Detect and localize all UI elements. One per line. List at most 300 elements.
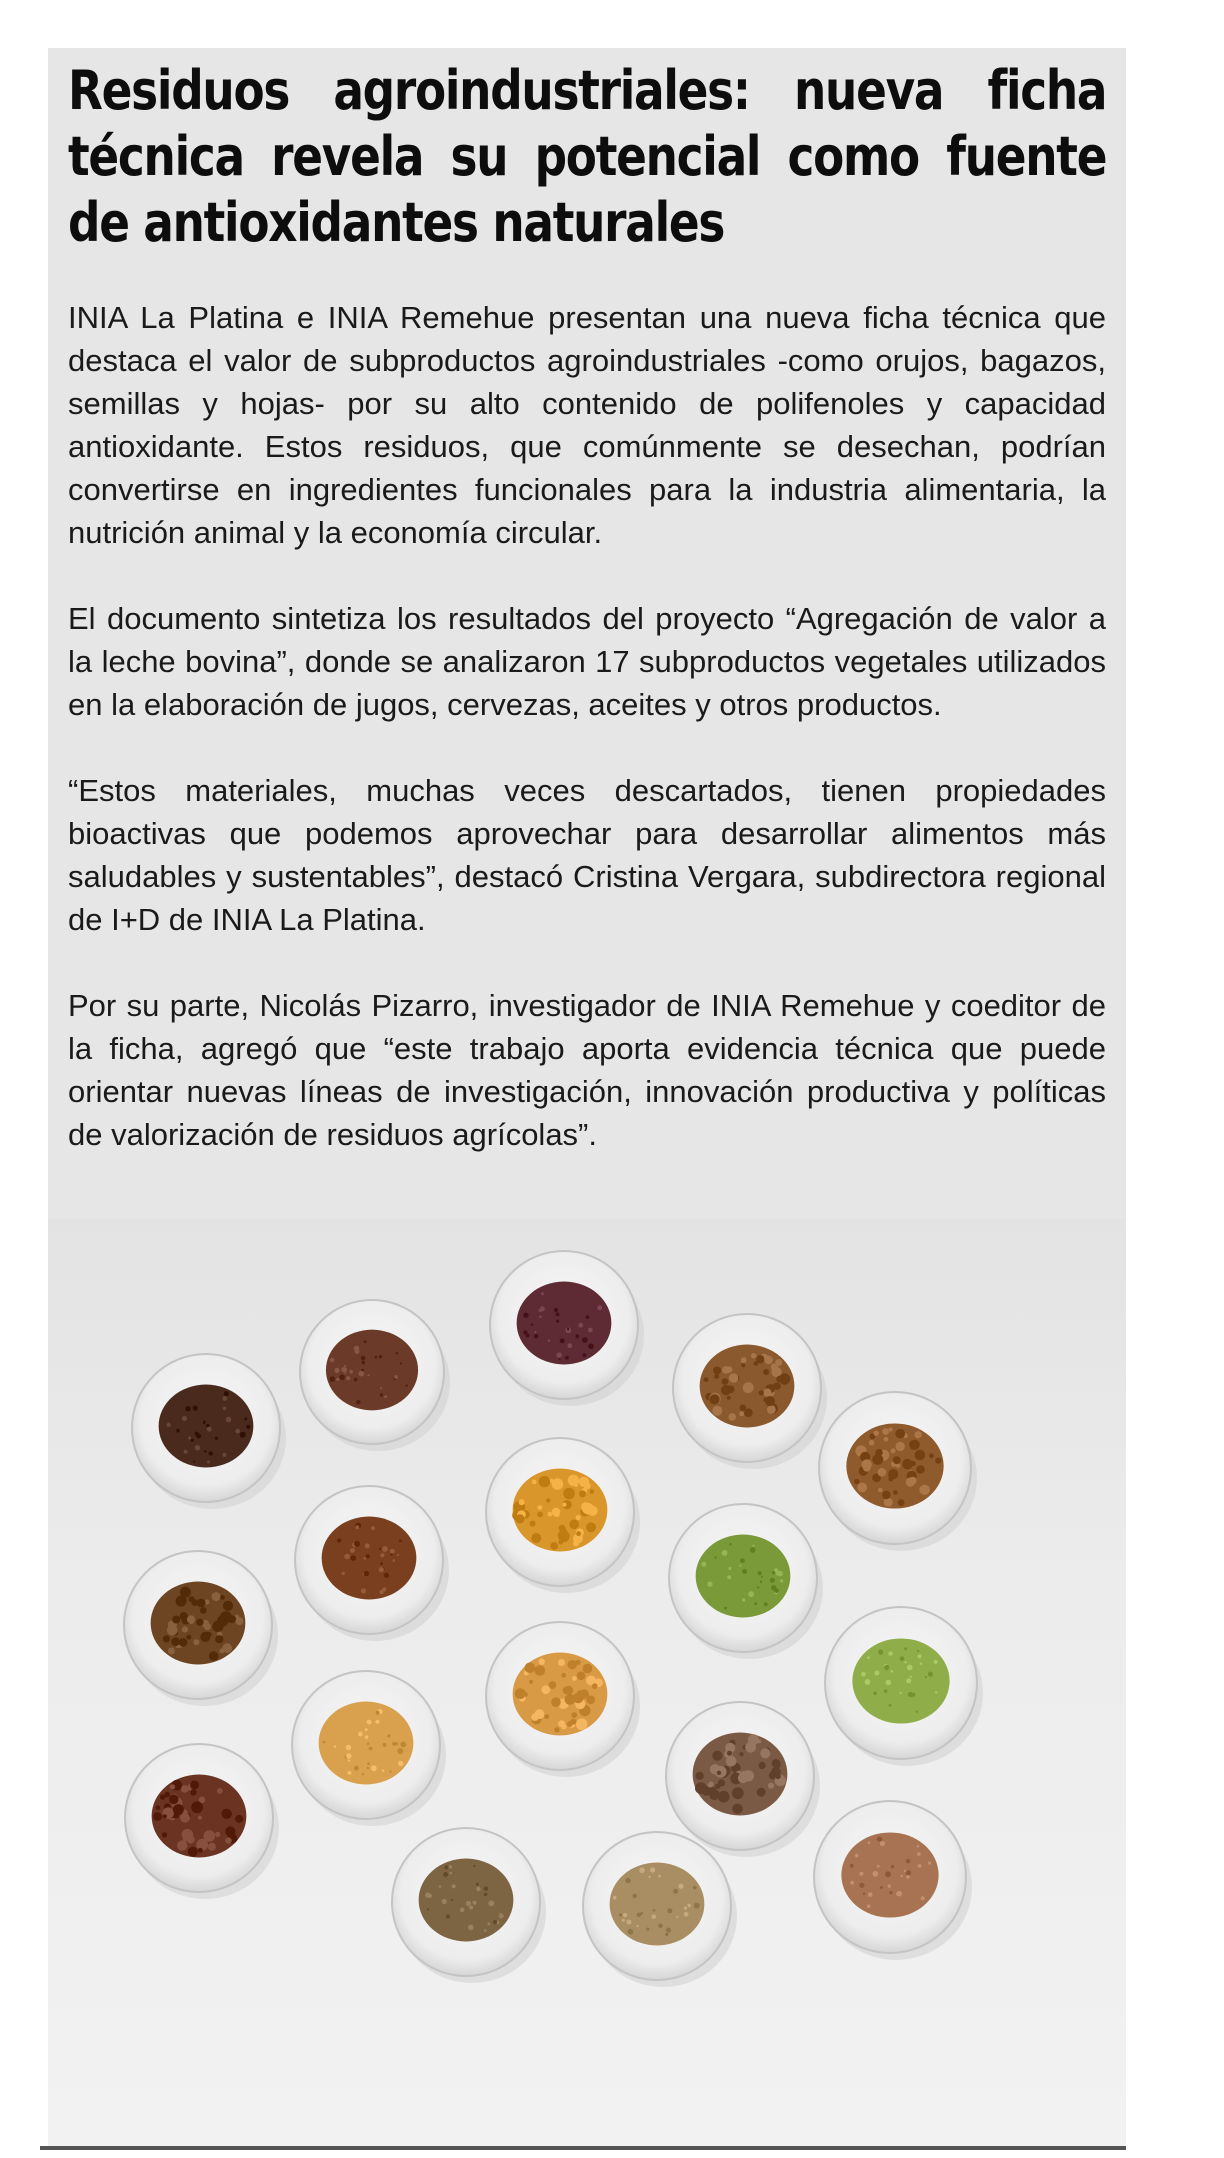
powder-grain bbox=[877, 1865, 880, 1868]
powder-grain bbox=[371, 1526, 375, 1530]
powder-grain bbox=[537, 1512, 543, 1518]
powder-grain bbox=[727, 1396, 731, 1400]
powder-grain bbox=[189, 1596, 195, 1602]
powder-grain bbox=[558, 1720, 565, 1727]
powder-grain bbox=[222, 1453, 226, 1457]
powder-grain bbox=[865, 1679, 871, 1685]
powder-grain bbox=[365, 1543, 370, 1548]
powder-grain bbox=[220, 1595, 225, 1600]
powder-grain bbox=[364, 1571, 369, 1576]
powder-grain bbox=[772, 1571, 775, 1574]
powder-grain bbox=[539, 1476, 550, 1487]
powder-grain bbox=[771, 1363, 778, 1370]
powder-grain bbox=[532, 1480, 537, 1485]
sample-dish bbox=[583, 1832, 737, 1987]
powder-grain bbox=[195, 1445, 201, 1451]
powder-grain bbox=[696, 1772, 704, 1780]
powder-grain bbox=[895, 1429, 905, 1439]
powder-grain bbox=[710, 1394, 720, 1404]
powder-grain bbox=[558, 1540, 563, 1545]
powder-grain bbox=[390, 1553, 392, 1555]
powder-grain bbox=[531, 1324, 533, 1326]
powder-grain bbox=[718, 1791, 730, 1803]
powder-grain bbox=[488, 1900, 494, 1906]
powder-grain bbox=[721, 1385, 731, 1395]
samples-illustration bbox=[48, 1218, 1126, 2146]
powder-grain bbox=[687, 1904, 690, 1907]
powder-grain bbox=[473, 1901, 477, 1905]
powder-grain bbox=[880, 1841, 885, 1846]
sample-dish bbox=[295, 1486, 449, 1641]
powder-grain bbox=[896, 1442, 905, 1451]
powder-grain bbox=[904, 1661, 906, 1663]
powder-grain bbox=[667, 1908, 672, 1913]
powder-grain bbox=[551, 1697, 561, 1707]
powder-grain bbox=[442, 1899, 447, 1904]
powder-grain bbox=[583, 1664, 593, 1674]
powder-grain bbox=[380, 1387, 382, 1389]
powder-grain bbox=[891, 1865, 894, 1868]
article-panel bbox=[48, 48, 1126, 2146]
powder-grain bbox=[200, 1607, 207, 1614]
powder-grain bbox=[484, 1929, 487, 1932]
powder-grain bbox=[704, 1377, 709, 1382]
powder-grain bbox=[576, 1515, 581, 1520]
powder-grain bbox=[916, 1711, 918, 1713]
powder-grain bbox=[538, 1309, 540, 1311]
powder-grain bbox=[166, 1423, 170, 1427]
powder-grain bbox=[904, 1647, 907, 1650]
powder-grain bbox=[369, 1747, 373, 1751]
powder-grain bbox=[576, 1531, 581, 1536]
powder-grain bbox=[714, 1556, 716, 1558]
powder-grain bbox=[397, 1748, 403, 1754]
powder-grain bbox=[515, 1514, 524, 1523]
powder-grain bbox=[770, 1578, 775, 1583]
sample-dish bbox=[666, 1702, 820, 1857]
powder-grain bbox=[207, 1461, 210, 1464]
powder-grain bbox=[741, 1357, 747, 1363]
powder-grain bbox=[893, 1456, 901, 1464]
powder-grain bbox=[729, 1373, 738, 1382]
powder-grain bbox=[759, 1762, 766, 1769]
powder-grain bbox=[225, 1826, 235, 1836]
powder-grain bbox=[212, 1592, 221, 1601]
powder-grain bbox=[162, 1832, 167, 1837]
powder-grain bbox=[625, 1878, 630, 1883]
powder-grain bbox=[191, 1439, 194, 1442]
powder-grain bbox=[468, 1925, 474, 1931]
powder-grain bbox=[695, 1782, 707, 1794]
powder-grain bbox=[354, 1766, 359, 1771]
powder-grain bbox=[919, 1485, 929, 1495]
powder-grain bbox=[226, 1417, 232, 1423]
powder-grain bbox=[855, 1854, 859, 1858]
powder-grain bbox=[550, 1542, 558, 1550]
powder-grain bbox=[364, 1340, 367, 1343]
powder-grain bbox=[188, 1847, 198, 1857]
powder-grain bbox=[361, 1356, 366, 1361]
sample-dish bbox=[292, 1671, 446, 1826]
powder-grain bbox=[204, 1450, 206, 1452]
powder-grain bbox=[637, 1913, 641, 1917]
powder-grain bbox=[739, 1752, 743, 1756]
powder-grain bbox=[376, 1711, 380, 1715]
powder-grain bbox=[346, 1376, 350, 1380]
powder-grain bbox=[347, 1771, 351, 1775]
powder-grain bbox=[222, 1643, 232, 1653]
powder-grain bbox=[244, 1418, 247, 1421]
powder-grain bbox=[182, 1626, 188, 1632]
powder-grain bbox=[739, 1565, 741, 1567]
powder-grain bbox=[425, 1893, 430, 1898]
powder-pile bbox=[159, 1385, 254, 1468]
powder-grain bbox=[917, 1845, 920, 1848]
powder-grain bbox=[906, 1859, 910, 1863]
powder-grain bbox=[571, 1712, 577, 1718]
powder-grain bbox=[906, 1477, 915, 1486]
powder-grain bbox=[741, 1363, 745, 1367]
sample-dish bbox=[125, 1744, 279, 1899]
powder-grain bbox=[727, 1751, 732, 1756]
sample-dish bbox=[132, 1354, 286, 1509]
powder-grain bbox=[484, 1893, 488, 1897]
powder-grain bbox=[443, 1872, 448, 1877]
powder-grain bbox=[539, 1659, 545, 1665]
powder-grain bbox=[888, 1884, 891, 1887]
powder-grain bbox=[535, 1665, 546, 1676]
powder-grain bbox=[867, 1905, 871, 1909]
sample-dish bbox=[819, 1392, 977, 1551]
powder-grain bbox=[909, 1440, 919, 1450]
powder-grain bbox=[653, 1909, 656, 1912]
powder-grain bbox=[379, 1590, 383, 1594]
powder-grain bbox=[336, 1378, 339, 1381]
powder-grain bbox=[729, 1543, 731, 1545]
powder-grain bbox=[393, 1559, 396, 1562]
powder-grain bbox=[529, 1680, 533, 1684]
powder-grain bbox=[235, 1815, 243, 1823]
powder-grain bbox=[713, 1367, 721, 1375]
powder-grain bbox=[765, 1396, 775, 1406]
powder-pile bbox=[610, 1863, 705, 1946]
powder-grain bbox=[889, 1891, 892, 1894]
powder-grain bbox=[565, 1356, 569, 1360]
powder-grain bbox=[859, 1872, 863, 1876]
powder-grain bbox=[917, 1650, 919, 1652]
powder-grain bbox=[708, 1782, 713, 1787]
powder-grain bbox=[554, 1308, 558, 1312]
powder-grain bbox=[236, 1617, 244, 1625]
powder-grain bbox=[877, 1837, 882, 1842]
powder-grain bbox=[738, 1773, 748, 1783]
powder-grain bbox=[859, 1883, 864, 1888]
powder-grain bbox=[406, 1385, 408, 1387]
powder-grain bbox=[397, 1554, 399, 1556]
powder-grain bbox=[651, 1914, 656, 1919]
powder-grain bbox=[383, 1743, 387, 1747]
powder-grain bbox=[707, 1582, 712, 1587]
powder-grain bbox=[180, 1587, 191, 1598]
powder-grain bbox=[764, 1356, 773, 1365]
powder-grain bbox=[684, 1912, 689, 1917]
powder-grain bbox=[552, 1478, 564, 1490]
sample-dish bbox=[673, 1314, 827, 1469]
powder-grain bbox=[573, 1693, 584, 1704]
bottom-rule bbox=[40, 2146, 1126, 2150]
powder-grain bbox=[578, 1323, 583, 1328]
powder-grain bbox=[173, 1804, 184, 1815]
powder-grain bbox=[867, 1656, 870, 1659]
powder-grain bbox=[531, 1533, 541, 1543]
powder-grain bbox=[476, 1887, 480, 1891]
powder-grain bbox=[534, 1331, 536, 1333]
powder-grain bbox=[439, 1885, 442, 1888]
powder-grain bbox=[742, 1569, 747, 1574]
powder-grain bbox=[564, 1686, 573, 1695]
powder-grain bbox=[548, 1339, 550, 1341]
powder-grain bbox=[530, 1521, 536, 1527]
powder-grain bbox=[850, 1881, 854, 1885]
powder-grain bbox=[198, 1816, 202, 1820]
powder-grain bbox=[563, 1488, 575, 1500]
powder-grain bbox=[714, 1374, 719, 1379]
powder-grain bbox=[534, 1334, 539, 1339]
powder-grain bbox=[559, 1358, 561, 1360]
powder-grain bbox=[872, 1871, 878, 1877]
powder-grain bbox=[204, 1623, 211, 1630]
powder-grain bbox=[869, 1440, 875, 1446]
powder-grain bbox=[889, 1704, 892, 1707]
powder-grain bbox=[246, 1425, 250, 1429]
powder-grain bbox=[337, 1538, 341, 1542]
powder-grain bbox=[389, 1771, 391, 1773]
powder-grain bbox=[384, 1573, 389, 1578]
powder-grain bbox=[349, 1370, 353, 1374]
powder-grain bbox=[375, 1720, 379, 1724]
powder-grain bbox=[323, 1741, 326, 1744]
powder-grain bbox=[928, 1672, 933, 1677]
powder-grain bbox=[193, 1461, 195, 1463]
powder-grain bbox=[639, 1867, 645, 1873]
powder-grain bbox=[176, 1429, 180, 1433]
powder-grain bbox=[400, 1362, 402, 1364]
powder-grain bbox=[878, 1488, 883, 1493]
powder-grain bbox=[868, 1892, 873, 1897]
powder-grain bbox=[882, 1491, 890, 1499]
powder-grain bbox=[732, 1787, 744, 1799]
powder-grain bbox=[186, 1635, 191, 1640]
powder-grain bbox=[400, 1742, 406, 1748]
powder-grain bbox=[185, 1406, 190, 1411]
powder-grain bbox=[874, 1431, 879, 1436]
powder-grain bbox=[878, 1650, 883, 1655]
powder-grain bbox=[884, 1689, 888, 1693]
powder-grain bbox=[171, 1637, 180, 1646]
powder-grain bbox=[577, 1671, 586, 1680]
powder-grain bbox=[568, 1475, 579, 1486]
powder-grain bbox=[626, 1920, 631, 1925]
powder-grain bbox=[558, 1659, 565, 1666]
powder-grain bbox=[891, 1448, 896, 1453]
powder-grain bbox=[156, 1805, 161, 1810]
powder-grain bbox=[567, 1721, 573, 1727]
powder-grain bbox=[356, 1400, 360, 1404]
powder-grain bbox=[576, 1719, 588, 1731]
powder-grain bbox=[726, 1756, 737, 1767]
powder-grain bbox=[168, 1648, 175, 1655]
powder-grain bbox=[665, 1933, 668, 1936]
powder-grain bbox=[354, 1541, 360, 1547]
powder-grain bbox=[779, 1373, 790, 1384]
powder-grain bbox=[515, 1688, 526, 1699]
powder-grain bbox=[893, 1490, 898, 1495]
powder-grain bbox=[358, 1371, 364, 1377]
powder-grain bbox=[172, 1616, 180, 1624]
powder-grain bbox=[917, 1852, 921, 1856]
powder-grain bbox=[767, 1405, 776, 1414]
powder-grain bbox=[223, 1396, 228, 1401]
powder-grain bbox=[366, 1554, 370, 1558]
powder-grain bbox=[710, 1795, 714, 1799]
powder-grain bbox=[392, 1742, 396, 1746]
powder-grain bbox=[181, 1785, 189, 1793]
powder-grain bbox=[368, 1374, 370, 1376]
powder-grain bbox=[896, 1892, 901, 1897]
powder-grain bbox=[935, 1691, 937, 1693]
powder-grain bbox=[754, 1602, 757, 1605]
powder-grain bbox=[201, 1842, 206, 1847]
powder-grain bbox=[718, 1779, 725, 1786]
powder-grain bbox=[673, 1889, 678, 1894]
powder-grain bbox=[460, 1908, 465, 1913]
powder-grain bbox=[344, 1365, 346, 1367]
powder-grain bbox=[382, 1770, 384, 1772]
powder-grain bbox=[190, 1789, 196, 1795]
powder-grain bbox=[742, 1598, 745, 1601]
powder-grain bbox=[339, 1375, 345, 1381]
powder-grain bbox=[757, 1586, 759, 1588]
powder-grain bbox=[748, 1591, 754, 1597]
powder-grain bbox=[548, 1512, 553, 1517]
powder-grain bbox=[911, 1461, 916, 1466]
article-paragraph: INIA La Platina e INIA Remehue presentan una nueva ficha técnica que destaca el valor de subproductos agroindustriales -como orujos, bagazos, semillas y hojas- por su alto contenido de polifenoles y capacidad antioxidante. Estos residuos, que comúnmente se desechan, podrían convertirse en ingredientes funcionales para la industria alimentaria, la nutrición animal y la economía circular. bbox=[68, 300, 1106, 550]
powder-grain bbox=[473, 1865, 475, 1867]
powder-grain bbox=[648, 1876, 650, 1878]
powder-grain bbox=[466, 1901, 471, 1906]
sample-dish bbox=[486, 1622, 640, 1777]
powder-grain bbox=[888, 1469, 898, 1479]
powder-grain bbox=[350, 1548, 355, 1553]
powder-grain bbox=[196, 1619, 203, 1626]
powder-grain bbox=[556, 1320, 559, 1323]
powder-grain bbox=[341, 1572, 344, 1575]
powder-grain bbox=[740, 1558, 745, 1563]
powder-grain bbox=[367, 1742, 370, 1745]
powder-grain bbox=[208, 1843, 216, 1851]
powder-grain bbox=[575, 1334, 579, 1338]
powder-grain bbox=[886, 1680, 892, 1686]
powder-grain bbox=[777, 1571, 783, 1577]
powder-grain bbox=[906, 1678, 911, 1683]
powder-grain bbox=[379, 1355, 382, 1358]
powder-grain bbox=[449, 1865, 452, 1868]
powder-grain bbox=[399, 1539, 402, 1542]
powder-grain bbox=[898, 1499, 905, 1506]
powder-grain bbox=[379, 1567, 384, 1572]
powder-grain bbox=[198, 1848, 203, 1853]
article-headline: Residuos agroindustriales: nueva ficha técnica revela su potencial como fuente de antioxidantes naturales bbox=[68, 59, 1107, 254]
powder-grain bbox=[868, 1842, 871, 1845]
powder-grain bbox=[375, 1356, 378, 1359]
powder-grain bbox=[451, 1899, 453, 1901]
powder-grain bbox=[658, 1875, 661, 1878]
powder-grain bbox=[223, 1601, 233, 1611]
powder-grain bbox=[588, 1328, 593, 1333]
powder-grain bbox=[217, 1788, 223, 1794]
powder-grain bbox=[623, 1913, 627, 1917]
powder-grain bbox=[774, 1588, 779, 1593]
powder-grain bbox=[184, 1450, 188, 1454]
powder-grain bbox=[632, 1894, 637, 1899]
powder-grain bbox=[488, 1923, 491, 1926]
powder-grain bbox=[666, 1928, 671, 1933]
powder-grain bbox=[562, 1503, 566, 1507]
powder-grain bbox=[768, 1783, 774, 1789]
powder-grain bbox=[188, 1436, 191, 1439]
powder-grain bbox=[204, 1632, 211, 1639]
sample-dish bbox=[124, 1551, 278, 1706]
powder-grain bbox=[364, 1557, 367, 1560]
powder-grain bbox=[240, 1432, 246, 1438]
powder-grain bbox=[906, 1875, 910, 1879]
powder-grain bbox=[197, 1599, 206, 1608]
powder-grain bbox=[760, 1581, 763, 1584]
powder-grain bbox=[469, 1906, 473, 1910]
powder-grain bbox=[934, 1660, 938, 1664]
powder-grain bbox=[203, 1420, 206, 1423]
powder-grain bbox=[854, 1479, 859, 1484]
powder-grain bbox=[915, 1431, 922, 1438]
powder-grain bbox=[880, 1886, 883, 1889]
powder-pile bbox=[696, 1535, 791, 1618]
powder-grain bbox=[727, 1575, 731, 1579]
powder-grain bbox=[354, 1378, 358, 1382]
powder-grain bbox=[622, 1919, 625, 1922]
powder-grain bbox=[569, 1520, 579, 1530]
powder-grain bbox=[763, 1369, 769, 1375]
powder-grain bbox=[628, 1929, 634, 1935]
powder-grain bbox=[476, 1883, 479, 1886]
powder-grain bbox=[541, 1292, 544, 1295]
powder-grain bbox=[153, 1812, 162, 1821]
powder-grain bbox=[180, 1813, 190, 1823]
powder-grain bbox=[362, 1361, 366, 1365]
powder-grain bbox=[365, 1735, 369, 1739]
powder-grain bbox=[523, 1330, 527, 1334]
powder-grain bbox=[739, 1411, 744, 1416]
powder-grain bbox=[207, 1427, 212, 1432]
powder-grain bbox=[684, 1907, 687, 1910]
powder-grain bbox=[484, 1886, 489, 1891]
powder-grain bbox=[884, 1665, 889, 1670]
powder-grain bbox=[921, 1896, 925, 1900]
powder-pile bbox=[517, 1282, 612, 1365]
samples-photo bbox=[48, 1218, 1126, 2146]
powder-grain bbox=[882, 1428, 889, 1435]
powder-grain bbox=[863, 1464, 871, 1472]
powder-grain bbox=[732, 1804, 742, 1814]
